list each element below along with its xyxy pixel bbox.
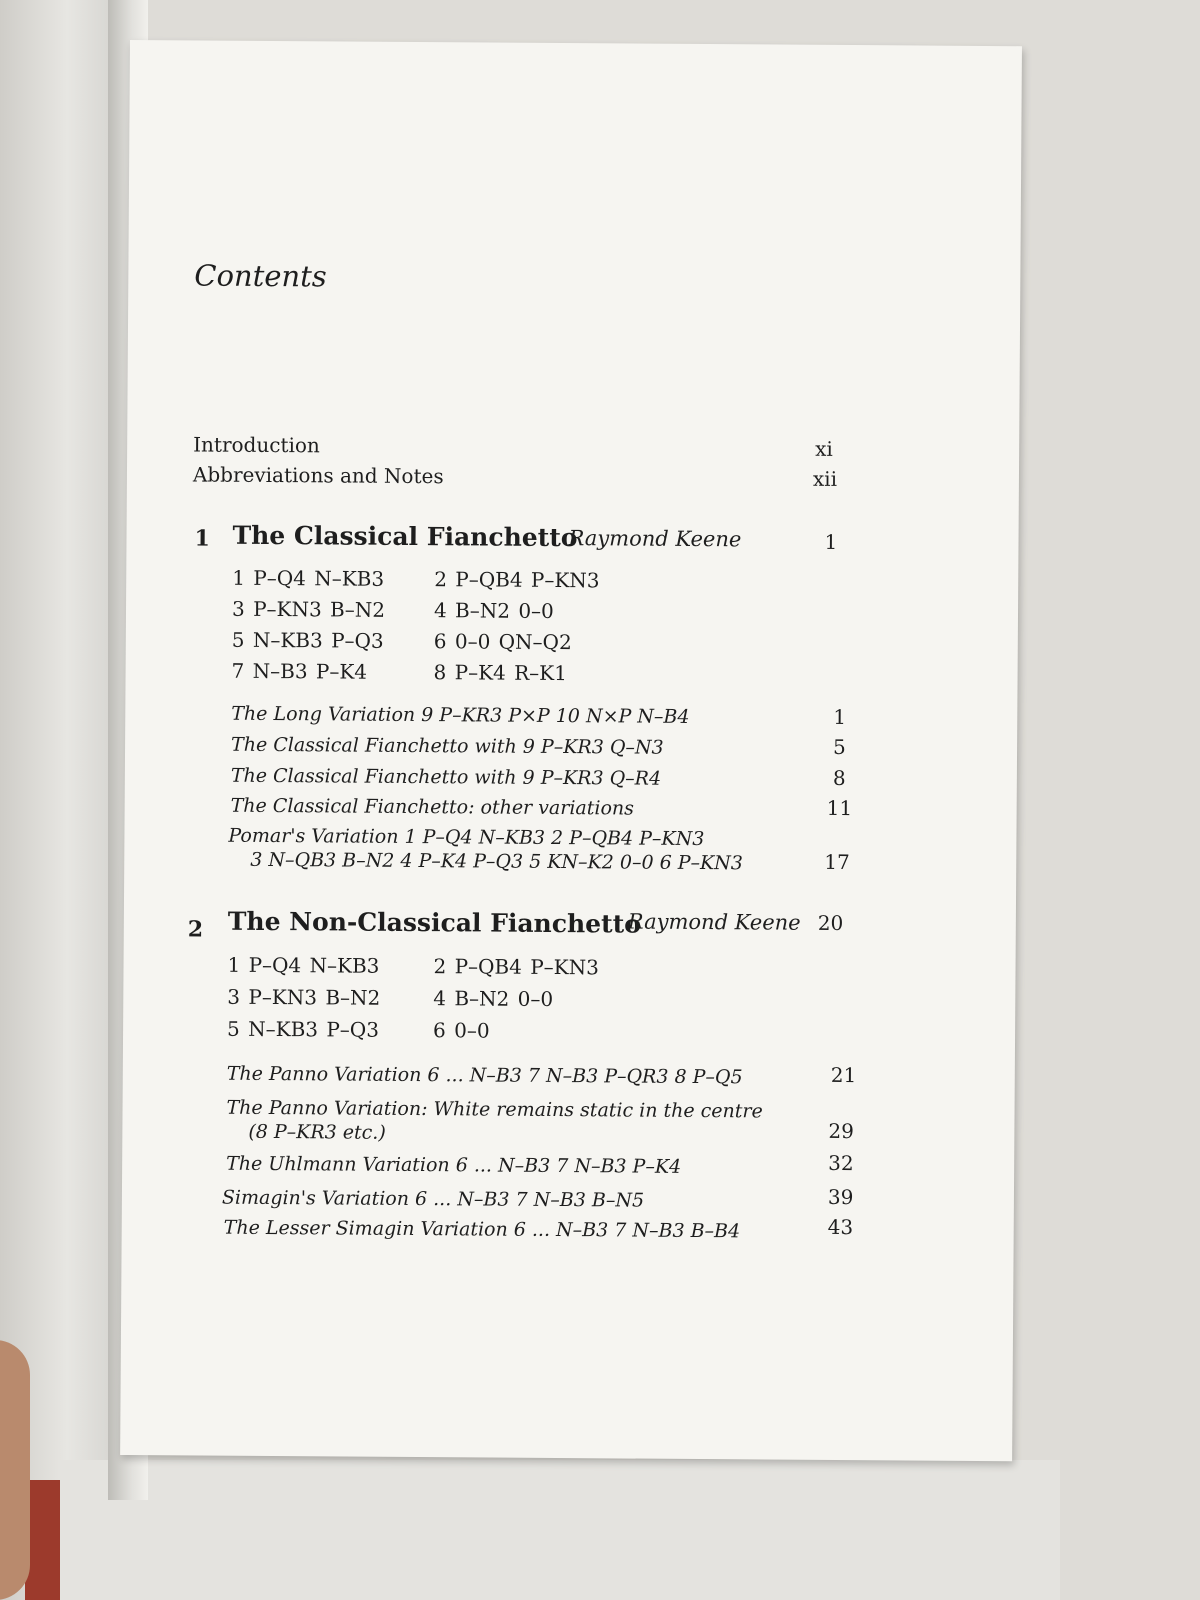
opening-moves: 1 P–Q4 N–KB3 — [232, 565, 385, 591]
variation-page: 29 — [828, 1118, 854, 1144]
contents-heading: Contents — [194, 258, 327, 294]
variation-page: 43 — [827, 1214, 854, 1240]
opening-moves: 8 P–K4 R–K1 — [433, 660, 567, 686]
chapter-author: Raymond Keene — [627, 909, 801, 935]
contents-list — [120, 40, 1022, 1461]
chapter-page: 20 — [817, 910, 844, 936]
variation-title: The Lesser Simagin Variation 6 ... N–B3 7 N–B3 B–B4 — [223, 1216, 741, 1243]
variation-title: The Long Variation 9 P–KR3 P×P 10 N×P N–B4 — [231, 702, 690, 728]
opening-moves: 3 P–KN3 B–N2 — [231, 596, 386, 622]
chapter-number: 1 — [194, 525, 210, 552]
opening-moves: 7 N–B3 P–K4 — [231, 658, 368, 684]
opening-moves: 2 P–QB4 P–KN3 — [433, 954, 599, 980]
chapter-author: Raymond Keene — [568, 526, 742, 552]
front-matter-page: xii — [812, 466, 838, 491]
opening-moves: 5 N–KB3 P–Q3 — [227, 1016, 380, 1042]
chapter-page: 1 — [824, 529, 838, 554]
variation-title-continued: (8 P–KR3 etc.) — [248, 1120, 386, 1144]
opening-moves: 2 P–QB4 P–KN3 — [434, 567, 600, 593]
opening-moves: 6 0–0 — [433, 1018, 490, 1043]
variation-title: Pomar's Variation 1 P–Q4 N–KB3 2 P–QB4 P–KN3 — [228, 824, 705, 851]
variation-title: The Classical Fianchetto with 9 P–KR3 Q–N3 — [231, 733, 664, 759]
variation-title: The Classical Fianchetto with 9 P–KR3 Q–R4 — [230, 764, 662, 790]
chapter-title: The Classical Fianchetto — [232, 520, 578, 553]
front-matter-page: xi — [815, 436, 833, 461]
front-matter-title: Introduction — [193, 432, 320, 458]
variation-title: The Classical Fianchetto: other variations — [230, 794, 634, 820]
opening-moves: 4 B–N2 0–0 — [433, 986, 554, 1011]
variation-page: 5 — [832, 734, 846, 760]
variation-page: 1 — [833, 704, 847, 730]
variation-page: 32 — [828, 1150, 854, 1176]
variation-title: Simagin's Variation 6 ... N–B3 7 N–B3 B–N5 — [221, 1186, 645, 1212]
opening-moves: 4 B–N2 0–0 — [433, 598, 554, 623]
variation-page: 8 — [832, 765, 846, 791]
opening-moves: 6 0–0 QN–Q2 — [433, 629, 572, 655]
variation-title: The Uhlmann Variation 6 ... N–B3 7 N–B3 P–K4 — [226, 1152, 682, 1178]
opening-moves: 1 P–Q4 N–KB3 — [227, 952, 380, 978]
variation-page: 11 — [826, 795, 853, 821]
opening-moves: 3 P–KN3 B–N2 — [227, 984, 381, 1010]
variation-page: 17 — [824, 849, 850, 875]
chapter-number: 2 — [187, 916, 204, 943]
variation-title-continued: 3 N–QB3 B–N2 4 P–K4 P–Q3 5 KN–K2 0–0 6 P–KN3 — [250, 848, 744, 875]
thumb — [0, 1340, 30, 1600]
variation-title: The Panno Variation 6 ... N–B3 7 N–B3 P–QR3 8 P–Q5 — [226, 1062, 743, 1089]
variation-page: 21 — [830, 1062, 857, 1088]
book-page — [120, 40, 1022, 1461]
variation-title: The Panno Variation: White remains static in the centre — [226, 1096, 763, 1123]
chapter-title: The Non-Classical Fianchetto — [227, 906, 641, 939]
variation-page: 39 — [827, 1184, 854, 1210]
page-stack — [60, 1460, 1060, 1600]
opening-moves: 5 N–KB3 P–Q3 — [231, 627, 384, 653]
front-matter-title: Abbreviations and Notes — [192, 462, 444, 489]
